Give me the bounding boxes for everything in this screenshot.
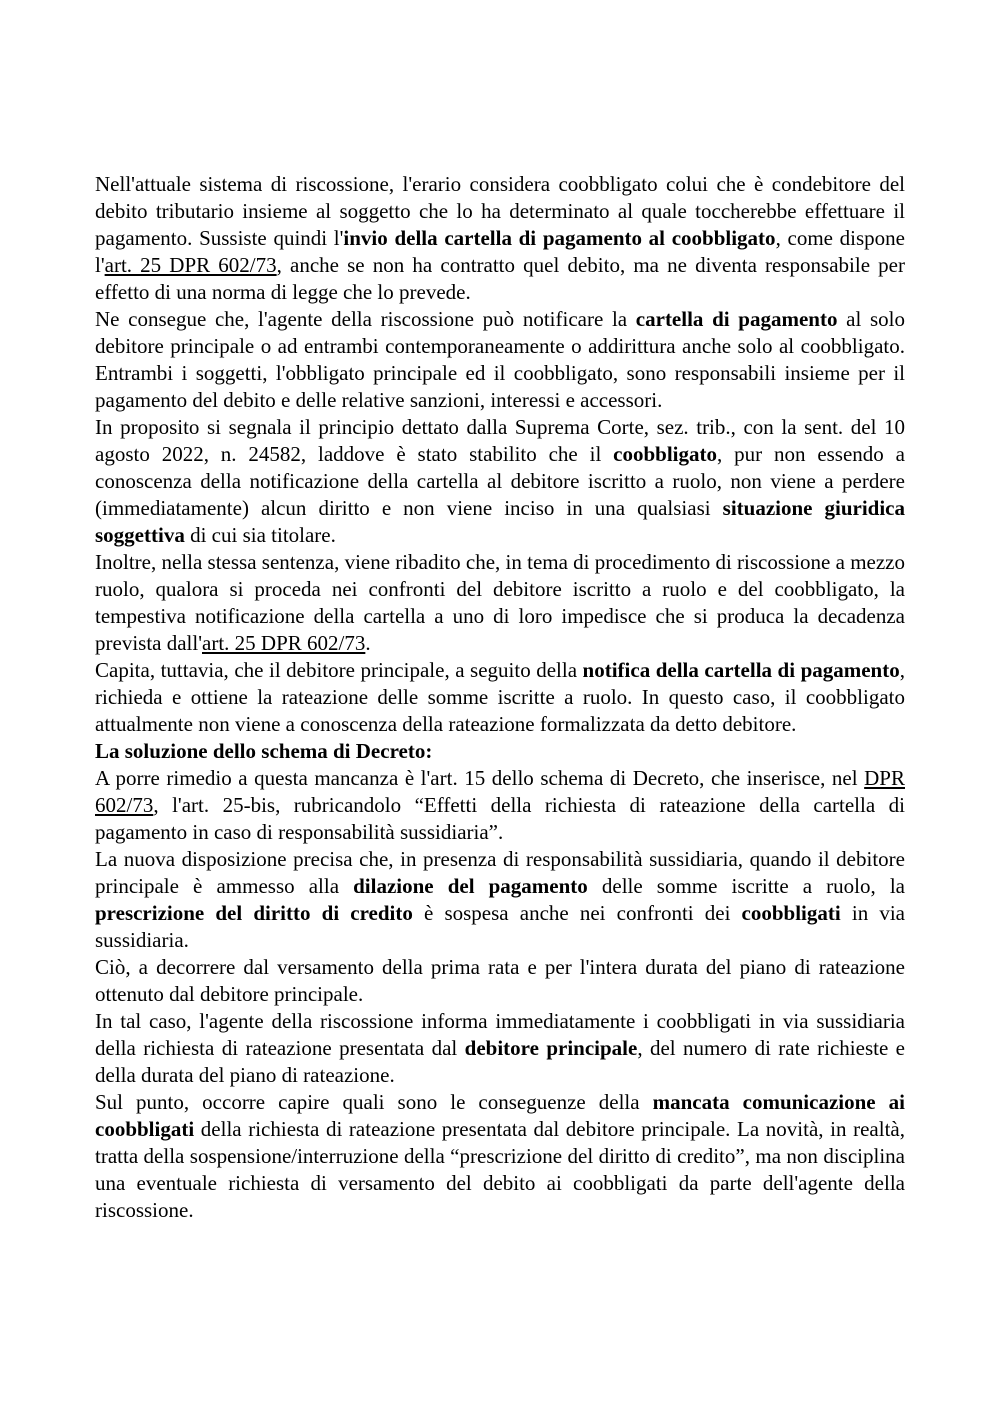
text-run: , anche se non ha contratto quel debito, ma ne diventa responsabile per effetto di una norma di legge che lo prevede.	[95, 253, 905, 304]
paragraph-5	[95, 657, 905, 738]
bold-text-run: situazione giuridica soggettiva	[95, 496, 906, 547]
law-reference-link[interactable]: DPR 602/73	[95, 766, 905, 817]
text-run: .	[365, 631, 371, 655]
text-run: è sospesa anche nei confronti dei	[412, 901, 742, 925]
bold-text-run: cartella di pagamento	[635, 307, 838, 331]
text-run: Capita, tuttavia, che il debitore principale, a seguito della	[95, 658, 583, 682]
section-heading	[95, 738, 905, 765]
bold-text-run: coobbligato	[613, 442, 717, 466]
paragraph-1	[95, 171, 905, 306]
section-heading-text: La soluzione dello schema di Decreto:	[95, 739, 433, 763]
text-run: In proposito si segnala il principio dettato dalla Suprema Corte, sez. trib., con la sent. del 10 agosto 2022, n. 24582, laddove è stato stabilito che il	[95, 415, 905, 466]
text-run: , come dispone l'	[95, 226, 905, 277]
text-run: In tal caso, l'agente della riscossione informa immediatamente i coobbligati in via sussidiaria della richiesta di rateazione presentata dal	[95, 1009, 905, 1060]
bold-text-run: invio della cartella di pagamento al coobbligato	[343, 226, 776, 250]
bold-text-run: notifica della cartella di pagamento	[582, 658, 900, 682]
paragraph-10	[95, 1089, 905, 1224]
text-run: , richieda e ottiene la rateazione delle somme iscritte a ruolo. In questo caso, il coobbligato attualmente non viene a conoscenza della rateazione formalizzata da detto debitore.	[95, 658, 905, 736]
paragraph-8	[95, 954, 905, 1008]
paragraph-4	[95, 549, 905, 657]
paragraph-2	[95, 306, 905, 414]
paragraph-3	[95, 414, 905, 549]
paragraph-7	[95, 846, 905, 954]
bold-text-run: prescrizione del diritto di credito	[95, 901, 413, 925]
text-run: al solo debitore principale o ad entrambi contemporaneamente o addirittura anche solo al coobbligato. Entrambi i soggetti, l'obbligato principale ed il coobbligato, sono responsabili insieme per il pagamento del debito e delle relative sanzioni, interessi e accessori.	[95, 307, 905, 412]
text-run: Nell'attuale sistema di riscossione, l'erario considera coobbligato colui che è condebitore del debito tributario insieme al soggetto che lo ha determinato al quale toccherebbe effettuare il pagamento. Sussiste quindi l'	[95, 172, 905, 250]
bold-text-run: dilazione del pagamento	[353, 874, 588, 898]
text-run: in via sussidiaria.	[95, 901, 905, 952]
text-run: della richiesta di rateazione presentata dal debitore principale. La novità, in realtà, tratta della sospensione/interruzione della “prescrizione del diritto di credito”, ma non disciplina una eventuale richiesta di versamento del debito ai coobbligati da parte dell'agente della riscossione.	[95, 1117, 905, 1222]
bold-text-run: mancata comunicazione ai coobbligati	[95, 1090, 905, 1141]
text-run: Ne consegue che, l'agente della riscossione può notificare la	[95, 307, 636, 331]
text-run: A porre rimedio a questa mancanza è l'art. 15 dello schema di Decreto, che inserisce, nel	[95, 766, 865, 790]
law-reference-link[interactable]: art. 25 DPR 602/73	[104, 253, 277, 277]
paragraph-9	[95, 1008, 905, 1089]
law-reference-link[interactable]: art. 25 DPR 602/73	[202, 631, 366, 655]
text-run: La nuova disposizione precisa che, in presenza di responsabilità sussidiaria, quando il debitore principale è ammesso alla	[95, 847, 905, 898]
text-run: , del numero di rate richieste e della durata del piano di rateazione.	[95, 1036, 905, 1087]
document-body	[95, 171, 905, 1224]
paragraph-6	[95, 765, 905, 846]
text-run: Ciò, a decorrere dal versamento della prima rata e per l'intera durata del piano di rateazione ottenuto dal debitore principale.	[95, 955, 905, 1006]
text-run: di cui sia titolare.	[184, 523, 336, 547]
text-run: , l'art. 25-bis, rubricandolo “Effetti della richiesta di rateazione della cartella di pagamento in caso di responsabilità sussidiaria”.	[95, 793, 905, 844]
text-run: Inoltre, nella stessa sentenza, viene ribadito che, in tema di procedimento di riscossione a mezzo ruolo, qualora si proceda nei confronti del debitore iscritto a ruolo e del coobbligato, la tempestiva notificazione della cartella a uno di loro impedisce che si produca la decadenza prevista dall'	[95, 550, 905, 655]
text-run: , pur non essendo a conoscenza della notificazione della cartella al debitore iscritto a ruolo, non viene a perdere (immediatamente) alcun diritto e non viene inciso in una qualsiasi	[95, 442, 905, 520]
bold-text-run: debitore principale	[464, 1036, 638, 1060]
bold-text-run: coobbligati	[741, 901, 841, 925]
text-run: delle somme iscritte a ruolo, la	[587, 874, 905, 898]
text-run: Sul punto, occorre capire quali sono le conseguenze della	[95, 1090, 653, 1114]
